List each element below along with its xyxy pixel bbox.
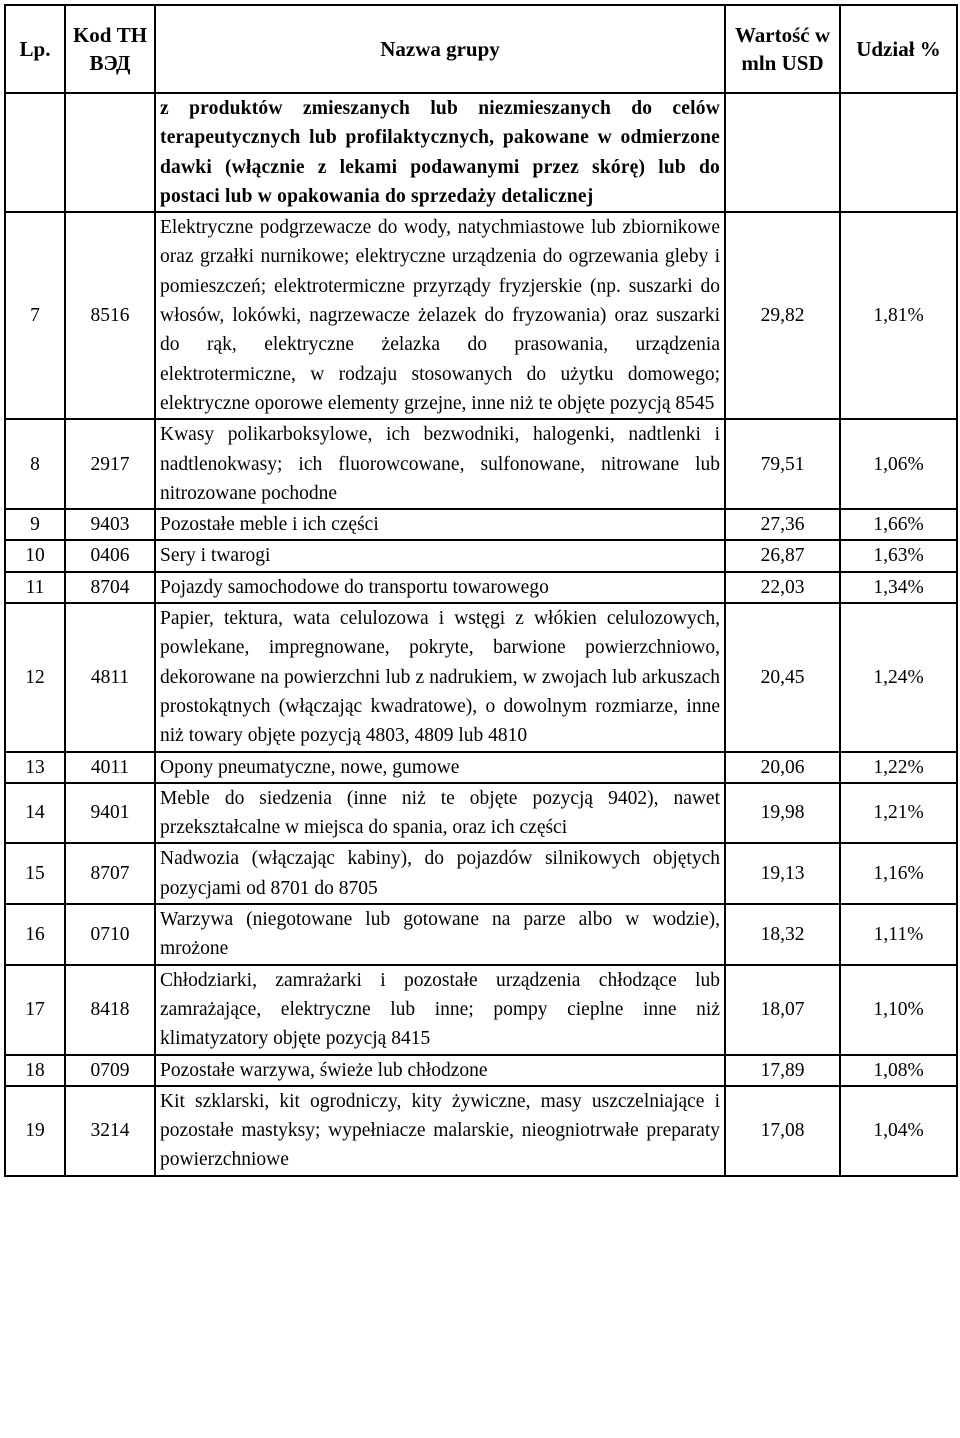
cell-name: z produktów zmieszanych lub niezmieszanych do celów terapeutycznych lub profilaktycznych, pakowane w odmierzone dawki (włącznie z lekami podawanymi przez skórę) lub do postaci lub w opakowania do sprzedaży detalicznej: [155, 93, 725, 212]
cell-lp: 19: [5, 1086, 65, 1176]
cell-value: 19,13: [725, 843, 840, 904]
cell-value: 17,89: [725, 1055, 840, 1086]
header-lp: Lp.: [5, 5, 65, 93]
cell-share: 1,16%: [840, 843, 957, 904]
cell-lp: 7: [5, 212, 65, 419]
cell-kod: 8704: [65, 572, 155, 603]
cell-value: 20,06: [725, 752, 840, 783]
cell-name: Papier, tektura, wata celulozowa i wstęgi z włókien celulozowych, powlekane, impregnowane, pokryte, barwione powierzchniowo, dekorowane na powierzchni lub z nadrukiem, w zwojach lub arkuszach prostokątnych (włączając kwadratowe), o dowolnym rozmiarze, inne niż towary objęte pozycją 4803, 4809 lub 4810: [155, 603, 725, 751]
cell-share: 1,04%: [840, 1086, 957, 1176]
table-row: [5, 1086, 957, 1176]
table-row: [5, 419, 957, 509]
cell-kod: 8418: [65, 965, 155, 1055]
cell-value: 29,82: [725, 212, 840, 419]
cell-share: 1,66%: [840, 509, 957, 540]
table-row: [5, 843, 957, 904]
cell-value: 19,98: [725, 783, 840, 844]
table-row: [5, 783, 957, 844]
cell-lp: 17: [5, 965, 65, 1055]
cell-share: [840, 93, 957, 212]
cell-lp: 12: [5, 603, 65, 751]
cell-kod: 4011: [65, 752, 155, 783]
cell-share: 1,10%: [840, 965, 957, 1055]
table-row-continuation: [5, 93, 957, 212]
cell-lp: 11: [5, 572, 65, 603]
cell-lp: 18: [5, 1055, 65, 1086]
table-row: [5, 1055, 957, 1086]
cell-kod: 0406: [65, 540, 155, 571]
cell-kod: [65, 93, 155, 212]
cell-kod: 0710: [65, 904, 155, 965]
cell-share: 1,22%: [840, 752, 957, 783]
cell-lp: 9: [5, 509, 65, 540]
cell-value: 18,07: [725, 965, 840, 1055]
cell-share: 1,11%: [840, 904, 957, 965]
cell-lp: 8: [5, 419, 65, 509]
cell-name: Warzywa (niegotowane lub gotowane na parze albo w wodzie), mrożone: [155, 904, 725, 965]
cell-value: 18,32: [725, 904, 840, 965]
cell-value: 27,36: [725, 509, 840, 540]
cell-name: Meble do siedzenia (inne niż te objęte pozycją 9402), nawet przekształcalne w miejsca do spania, oraz ich części: [155, 783, 725, 844]
cell-share: 1,24%: [840, 603, 957, 751]
header-wartosc: Wartość w mln USD: [725, 5, 840, 93]
export-groups-table: [4, 4, 958, 1177]
header-kod: Kod ТН ВЭД: [65, 5, 155, 93]
cell-lp: 10: [5, 540, 65, 571]
table-row: [5, 965, 957, 1055]
cell-kod: 4811: [65, 603, 155, 751]
header-nazwa: Nazwa grupy: [155, 5, 725, 93]
cell-value: 79,51: [725, 419, 840, 509]
cell-name: Opony pneumatyczne, nowe, gumowe: [155, 752, 725, 783]
cell-name: Sery i twarogi: [155, 540, 725, 571]
cell-kod: 2917: [65, 419, 155, 509]
cell-kod: 9401: [65, 783, 155, 844]
cell-lp: 15: [5, 843, 65, 904]
cell-value: 17,08: [725, 1086, 840, 1176]
cell-value: [725, 93, 840, 212]
cell-value: 20,45: [725, 603, 840, 751]
cell-name: Pozostałe warzywa, świeże lub chłodzone: [155, 1055, 725, 1086]
cell-kod: 9403: [65, 509, 155, 540]
table-row: [5, 540, 957, 571]
cell-value: 26,87: [725, 540, 840, 571]
cell-name: Elektryczne podgrzewacze do wody, natychmiastowe lub zbiornikowe oraz grzałki nurnikowe; elektryczne urządzenia do ogrzewania gleby i pomieszczeń; elektrotermiczne przyrządy fryzjerskie (np. suszarki do włosów, lokówki, nagrzewacze żelazek do fryzowania) oraz suszarki do rąk, elektryczne żelazka do prasowania, urządzenia elektrotermiczne, w rodzaju stosowanych do użytku domowego; elektryczne oporowe elementy grzejne, inne niż te objęte pozycją 8545: [155, 212, 725, 419]
cell-kod: 0709: [65, 1055, 155, 1086]
table-row: [5, 603, 957, 751]
cell-kod: 3214: [65, 1086, 155, 1176]
cell-share: 1,81%: [840, 212, 957, 419]
cell-share: 1,21%: [840, 783, 957, 844]
cell-name: Nadwozia (włączając kabiny), do pojazdów silnikowych objętych pozycjami od 8701 do 8705: [155, 843, 725, 904]
cell-share: 1,08%: [840, 1055, 957, 1086]
cell-share: 1,06%: [840, 419, 957, 509]
cell-name: Chłodziarki, zamrażarki i pozostałe urządzenia chłodzące lub zamrażające, elektryczne lub inne; pompy cieplne inne niż klimatyzatory objęte pozycją 8415: [155, 965, 725, 1055]
cell-lp: [5, 93, 65, 212]
cell-kod: 8707: [65, 843, 155, 904]
table-row: [5, 212, 957, 419]
cell-value: 22,03: [725, 572, 840, 603]
table-header-row: [5, 5, 957, 93]
table-body: [5, 93, 957, 1176]
cell-name: Kit szklarski, kit ogrodniczy, kity żywiczne, masy uszczelniające i pozostałe mastyksy; wypełniacze malarskie, nieogniotrwałe preparaty powierzchniowe: [155, 1086, 725, 1176]
cell-lp: 13: [5, 752, 65, 783]
cell-lp: 16: [5, 904, 65, 965]
table-row: [5, 509, 957, 540]
cell-lp: 14: [5, 783, 65, 844]
header-udzial: Udział %: [840, 5, 957, 93]
cell-name: Kwasy polikarboksylowe, ich bezwodniki, halogenki, nadtlenki i nadtlenokwasy; ich fluorowcowane, sulfonowane, nitrowane lub nitrozowane pochodne: [155, 419, 725, 509]
cell-share: 1,34%: [840, 572, 957, 603]
table-row: [5, 904, 957, 965]
cell-share: 1,63%: [840, 540, 957, 571]
table-row: [5, 752, 957, 783]
cell-name: Pojazdy samochodowe do transportu towarowego: [155, 572, 725, 603]
table-row: [5, 572, 957, 603]
cell-name: Pozostałe meble i ich części: [155, 509, 725, 540]
cell-kod: 8516: [65, 212, 155, 419]
